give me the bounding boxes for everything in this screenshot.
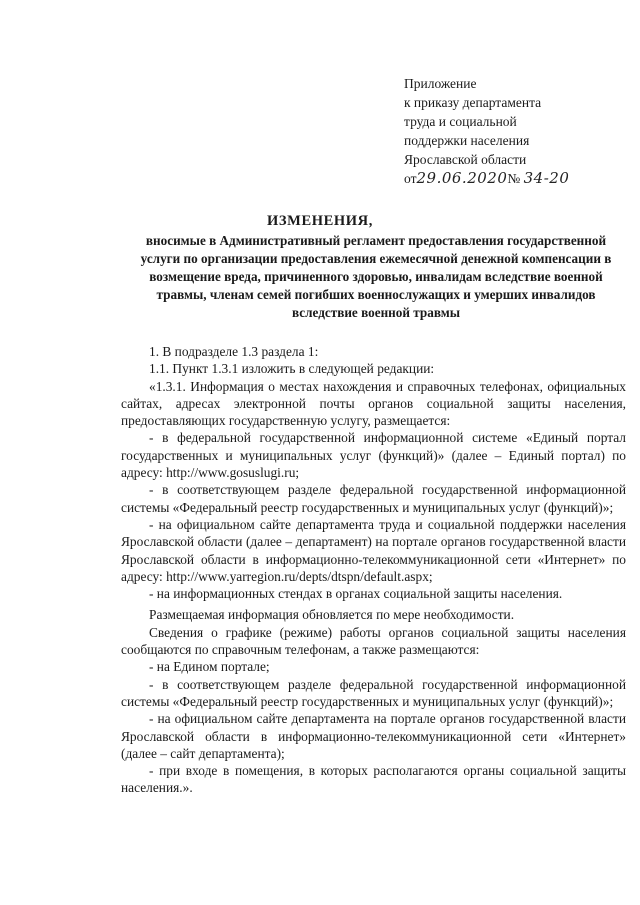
paragraph: Размещаемая информация обновляется по мере необходимости.: [149, 607, 515, 623]
handwritten-number: 34-20: [523, 169, 570, 187]
document-subtitle: вносимые в Административный регламент предоставления государственной услуги по организации предоставления ежемесячной денежной компенсации в возмещение вреда, причиненного здоровью, инвалидам вследствие военной травмы, членам семей погибших военнослужащих и умерших инвалидов вследствие военной травмы: [140, 233, 612, 320]
document-title: ИЗМЕНЕНИЯ,: [267, 213, 373, 229]
paragraph: Сведения о графике (режиме) работы органов социальной защиты населения сообщаются по справочным телефонам, а также размещаются:: [121, 624, 626, 658]
paragraph: 1. В подразделе 1.3 раздела 1:: [149, 344, 319, 359]
paragraph: - при входе в помещения, в которых располагаются органы социальной защиты населения.».: [121, 763, 626, 796]
paragraph: - на официальном сайте департамента на портале органов государственной власти Ярославской области в информационно-телекоммуникационной сети «Интернет» (далее – сайт департамента);: [121, 711, 626, 761]
handwritten-date: 29.06.2020: [416, 169, 508, 187]
appendix-line: труда и социальной: [404, 114, 517, 129]
paragraph: - на информационных стендах в органах социальной защиты населения.: [149, 586, 563, 602]
paragraph: - в соответствующем разделе федеральной государственной информационной системы «Федеральный реестр государственных и муниципальных услуг (функций)»;: [121, 676, 626, 709]
document-body: [121, 343, 626, 797]
paragraph: - на официальном сайте департамента труда и социальной поддержки населения Ярославской области (далее – департамент) на портале органов государственной власти Ярославской области в информационно-телекоммуникационной сети «Интернет» по адресу: http://www.yarregion.ru/depts/dtspn/default.aspx;: [121, 516, 626, 584]
appendix-block: [404, 74, 569, 188]
appendix-date-line: [404, 169, 569, 188]
paragraph: - в федеральной государственной информационной системе «Единый портал государственных и муниципальных услуг (функций)» (далее – Единый портал) по адресу: http://www.gosuslugi.ru;: [121, 430, 626, 481]
date-prefix: от: [404, 171, 417, 186]
paragraph: «1.3.1. Информация о местах нахождения и справочных телефонах, официальных сайтах, адресах электронной почты органов социальной защиты населения, предоставляющих государственную услугу, размещается:: [121, 378, 626, 429]
appendix-line: к приказу департамента: [404, 95, 542, 110]
paragraph: - на Едином портале;: [149, 659, 270, 675]
appendix-line: Ярославской области: [404, 152, 527, 167]
appendix-line: Приложение: [404, 76, 477, 91]
number-prefix: №: [507, 171, 521, 186]
paragraph: - в соответствующем разделе федеральной государственной информационной системы «Федеральный реестр государственных и муниципальных услуг (функций)»;: [121, 482, 626, 515]
appendix-line: поддержки населения: [404, 133, 530, 148]
paragraph: 1.1. Пункт 1.3.1 изложить в следующей редакции:: [149, 361, 435, 377]
